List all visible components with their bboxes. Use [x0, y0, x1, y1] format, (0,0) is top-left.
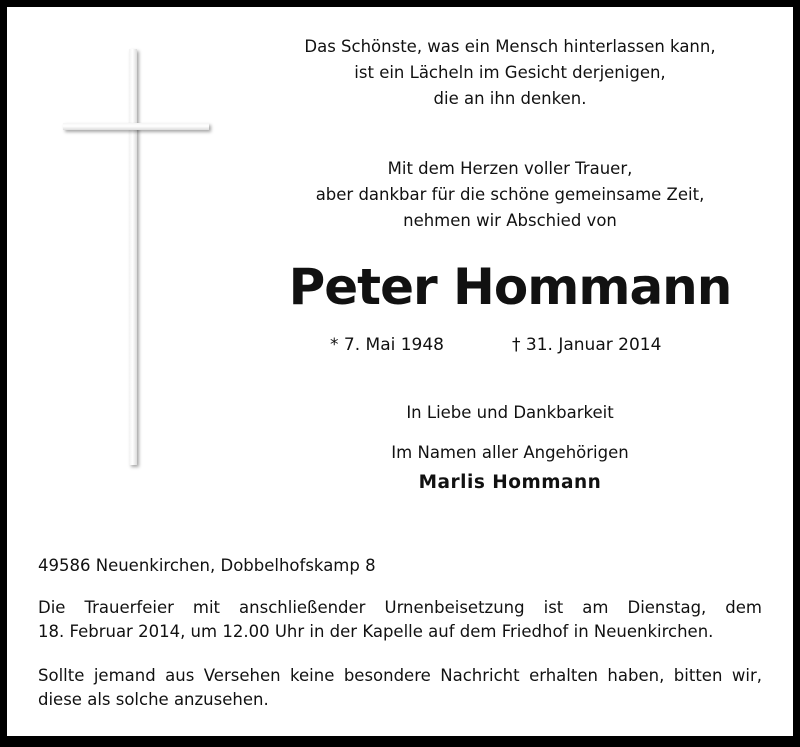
notification-notice-line: diese als solche anzusehen. — [38, 690, 269, 709]
poem-line: Das Schönste, was ein Mensch hinterlassen kann, — [304, 37, 716, 56]
address: 49586 Neuenkirchen, Dobbelhofskamp 8 — [38, 556, 376, 575]
notification-notice-line: Sollte jemand aus Versehen keine besondere Nachricht erhalten haben, bitten wir, — [38, 666, 762, 685]
cross-horizontal-beam — [63, 123, 209, 130]
deceased-name: Peter Hommann — [288, 258, 732, 316]
funeral-notice-line: Die Trauerfeier mit anschließender Urnenbeisetzung ist am Dienstag, dem — [38, 598, 762, 617]
funeral-notice — [38, 596, 762, 644]
cross-vertical-beam — [129, 49, 137, 465]
poem-line: ist ein Lächeln im Gesicht derjenigen, — [354, 63, 666, 82]
intro-line: Mit dem Herzen voller Trauer, — [387, 159, 633, 178]
intro-line: aber dankbar für die schöne gemeinsame Zeit, — [315, 185, 705, 204]
closing-line-family: Im Namen aller Angehörigen — [391, 443, 629, 462]
poem — [240, 34, 780, 112]
cross-icon — [63, 49, 211, 465]
death-date: † 31. Januar 2014 — [512, 335, 662, 355]
birth-date: * 7. Mai 1948 — [330, 335, 445, 355]
signer-name: Marlis Hommann — [418, 472, 602, 493]
closing-line-love: In Liebe und Dankbarkeit — [406, 403, 614, 422]
poem-line: die an ihn denken. — [433, 89, 587, 108]
intro-line: nehmen wir Abschied von — [403, 211, 617, 230]
intro-text — [240, 156, 780, 234]
notification-notice — [38, 664, 762, 712]
funeral-notice-line: 18. Februar 2014, um 12.00 Uhr in der Kapelle auf dem Friedhof in Neuenkirchen. — [38, 622, 714, 641]
